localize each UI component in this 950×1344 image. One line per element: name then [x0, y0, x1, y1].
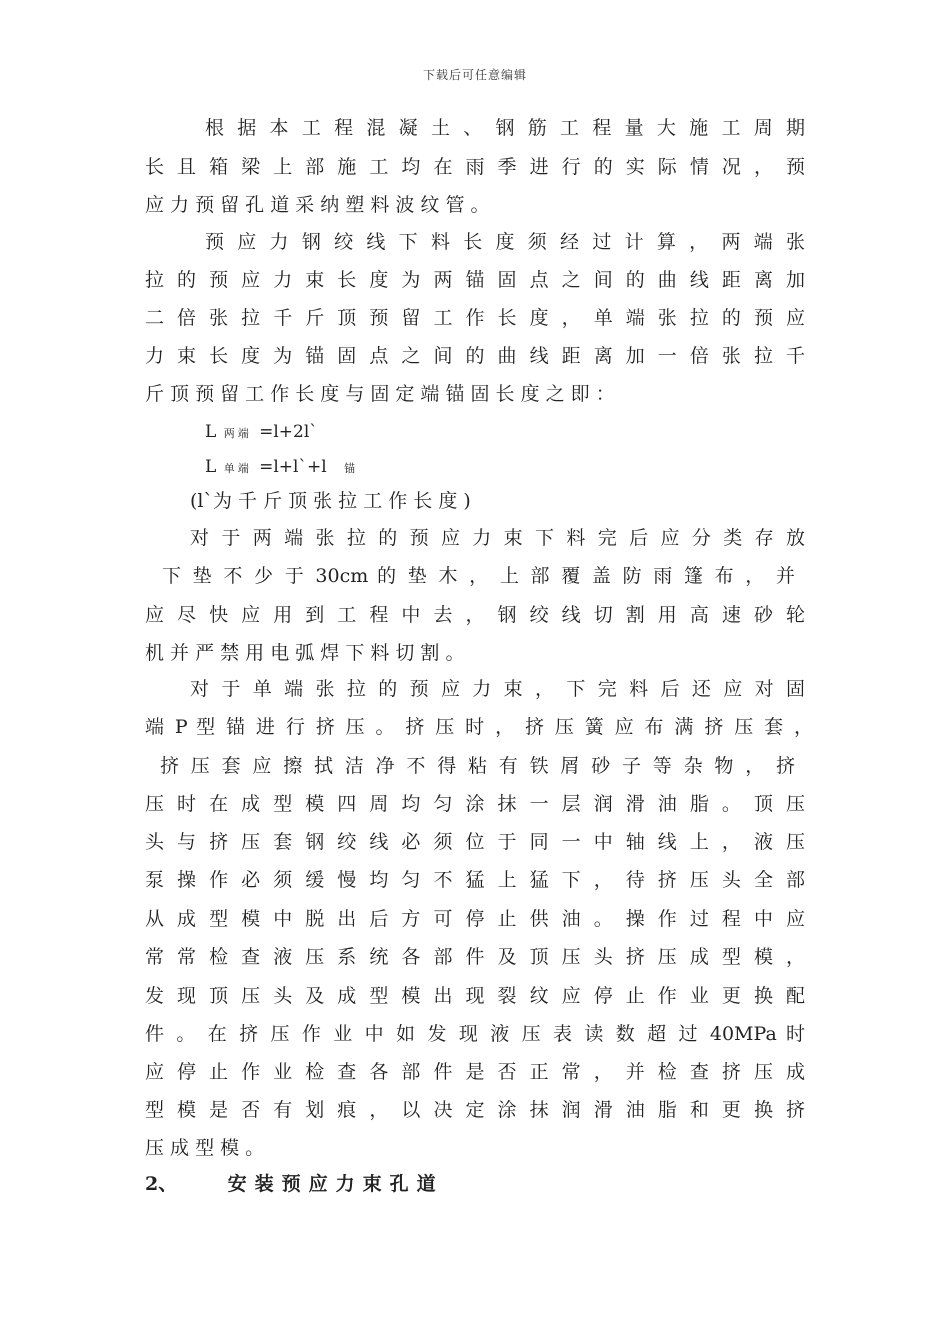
page-header: 下载后可任意编辑: [422, 68, 527, 82]
para4-line-13: 压 成 型 模 。: [145, 1137, 265, 1159]
para2-line-2: 拉 的 预 应 力 束 长 度 为 两 锚 固 点 之 间 的 曲 线 距 离 加: [145, 269, 805, 291]
formula-subscript: 两端: [223, 427, 252, 440]
formula-two-ends: [205, 420, 318, 446]
para1-line-2: 长 且 箱 梁 上 部 施 工 均 在 雨 季 进 行 的 实 际 情 况 ， 预: [145, 156, 805, 178]
para2-line-4: 力 束 长 度 为 锚 固 点 之 间 的 曲 线 距 离 加 一 倍 张 拉 千: [145, 345, 805, 367]
para4-line-7: 从 成 型 模 中 脱 出 后 方 可 停 止 供 油 。 操 作 过 程 中 应: [145, 908, 805, 930]
para4-line-3: 挤 压 套 应 擦 拭 洁 净 不 得 粘 有 铁 屑 砂 子 等 杂 物 ， 挤: [160, 755, 795, 777]
formula-note: (l`为 千 斤 顶 张 拉 工 作 长 度 ): [190, 490, 471, 512]
section-number: 2、: [145, 1173, 178, 1195]
para3-line-3: 应 尽 快 应 用 到 工 程 中 去 ， 钢 绞 线 切 割 用 高 速 砂 轮: [145, 604, 805, 626]
para4-line-2: 端 P 型 锚 进 行 挤 压 。 挤 压 时 ， 挤 压 簧 应 布 满 挤 压 套 ，: [145, 716, 813, 738]
section-heading: [145, 1172, 444, 1196]
para1-line-1: 根 据 本 工 程 混 凝 土 、 钢 筋 工 程 量 大 施 工 周 期: [205, 117, 805, 139]
para4-line-12: 型 模 是 否 有 划 痕 ， 以 决 定 涂 抹 润 滑 油 脂 和 更 换 挤: [145, 1099, 805, 1121]
para2-line-3: 二 倍 张 拉 千 斤 顶 预 留 工 作 长 度 ， 单 端 张 拉 的 预 应: [145, 307, 805, 329]
formula-subscript-anchor: 锚: [344, 462, 359, 475]
para3-line-4: 机 并 严 禁 用 电 弧 焊 下 料 切 割 。: [145, 642, 465, 664]
formula-symbol: L: [205, 457, 217, 477]
para1-line-3: 应 力 预 留 孔 道 采 纳 塑 料 波 纹 管 。: [145, 194, 490, 216]
para4-line-1: 对 于 单 端 张 拉 的 预 应 力 束 ， 下 完 料 后 还 应 对 固: [190, 678, 805, 700]
para2-line-1: 预 应 力 钢 绞 线 下 料 长 度 须 经 过 计 算 ， 两 端 张: [205, 231, 805, 253]
para4-line-9: 发 现 顶 压 头 及 成 型 模 出 现 裂 纹 应 停 止 作 业 更 换 配: [145, 985, 805, 1007]
para4-line-4: 压 时 在 成 型 模 四 周 均 匀 涂 抹 一 层 润 滑 油 脂 。 顶 压: [145, 793, 805, 815]
para4-line-10: 件 。 在 挤 压 作 业 中 如 发 现 液 压 表 读 数 超 过 40MPa 时: [145, 1023, 805, 1045]
formula-expression: =l+2l`: [259, 422, 318, 442]
para3-line-2: 下 垫 不 少 于 30cm 的 垫 木 ， 上 部 覆 盖 防 雨 篷 布 ， 并: [162, 565, 795, 587]
para2-line-5: 斤 顶 预 留 工 作 长 度 与 固 定 端 锚 固 长 度 之 即 ：: [145, 383, 615, 405]
para4-line-11: 应 停 止 作 业 检 查 各 部 件 是 否 正 常 ， 并 检 查 挤 压 成: [145, 1061, 805, 1083]
formula-symbol: L: [205, 422, 217, 442]
para4-line-5: 头 与 挤 压 套 钢 绞 线 必 须 位 于 同 一 中 轴 线 上 ， 液 压: [145, 831, 805, 853]
formula-subscript: 单端: [223, 462, 252, 475]
section-title: 安装预应力束孔道: [227, 1173, 444, 1195]
para3-line-1: 对 于 两 端 张 拉 的 预 应 力 束 下 料 完 后 应 分 类 存 放: [190, 527, 805, 549]
formula-expression: =l+l`+l: [259, 457, 327, 477]
para4-line-6: 泵 操 作 必 须 缓 慢 均 匀 不 猛 上 猛 下 ， 待 挤 压 头 全 部: [145, 869, 805, 891]
formula-single-end: [205, 455, 360, 481]
para4-line-8: 常 常 检 查 液 压 系 统 各 部 件 及 顶 压 头 挤 压 成 型 模 ，: [145, 946, 805, 968]
